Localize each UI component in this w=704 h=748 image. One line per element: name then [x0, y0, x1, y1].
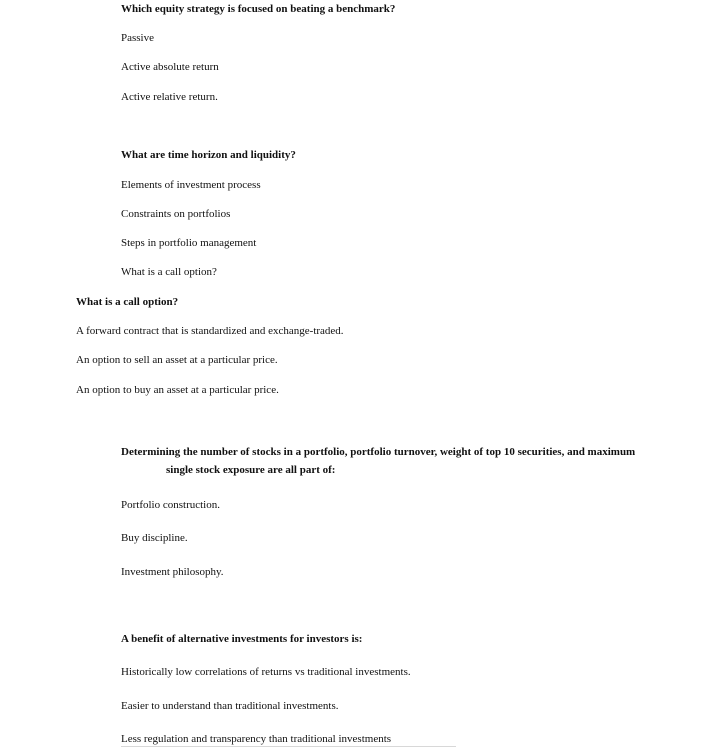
question-1-text: Which equity strategy is focused on beating a benchmark?	[121, 3, 396, 15]
question-4-option-3: Investment philosophy.	[121, 566, 224, 578]
question-5-option-3: Less regulation and transparency than traditional investments	[121, 733, 392, 745]
question-5-option-1: Historically low correlations of returns vs traditional investments.	[121, 666, 411, 678]
question-5-option-2: Easier to understand than traditional investments.	[121, 700, 339, 712]
bottom-divider	[121, 746, 456, 747]
question-2-option-4: What is a call option?	[121, 266, 217, 278]
question-4-text-line-1: Determining the number of stocks in a portfolio, portfolio turnover, weight of top 10 securities, and maximum	[121, 446, 636, 458]
question-4-text	[121, 443, 635, 479]
question-4-option-1: Portfolio construction.	[121, 499, 220, 511]
question-2-option-3: Steps in portfolio management	[121, 237, 257, 249]
question-5-text: A benefit of alternative investments for investors is:	[121, 633, 363, 645]
question-4-text-line-2: single stock exposure are all part of:	[166, 464, 336, 476]
question-1-option-3: Active relative return.	[121, 91, 218, 103]
question-2-option-2: Constraints on portfolios	[121, 208, 231, 220]
question-2-option-1: Elements of investment process	[121, 179, 261, 191]
question-3-text: What is a call option?	[76, 296, 179, 308]
question-1-option-1: Passive	[121, 32, 154, 44]
question-3-option-1: A forward contract that is standardized and exchange-traded.	[76, 325, 344, 337]
question-1-option-2: Active absolute return	[121, 61, 219, 73]
question-2-text: What are time horizon and liquidity?	[121, 149, 296, 161]
question-3-option-2: An option to sell an asset at a particular price.	[76, 354, 278, 366]
question-4-option-2: Buy discipline.	[121, 532, 188, 544]
question-3-option-3: An option to buy an asset at a particular price.	[76, 384, 279, 396]
